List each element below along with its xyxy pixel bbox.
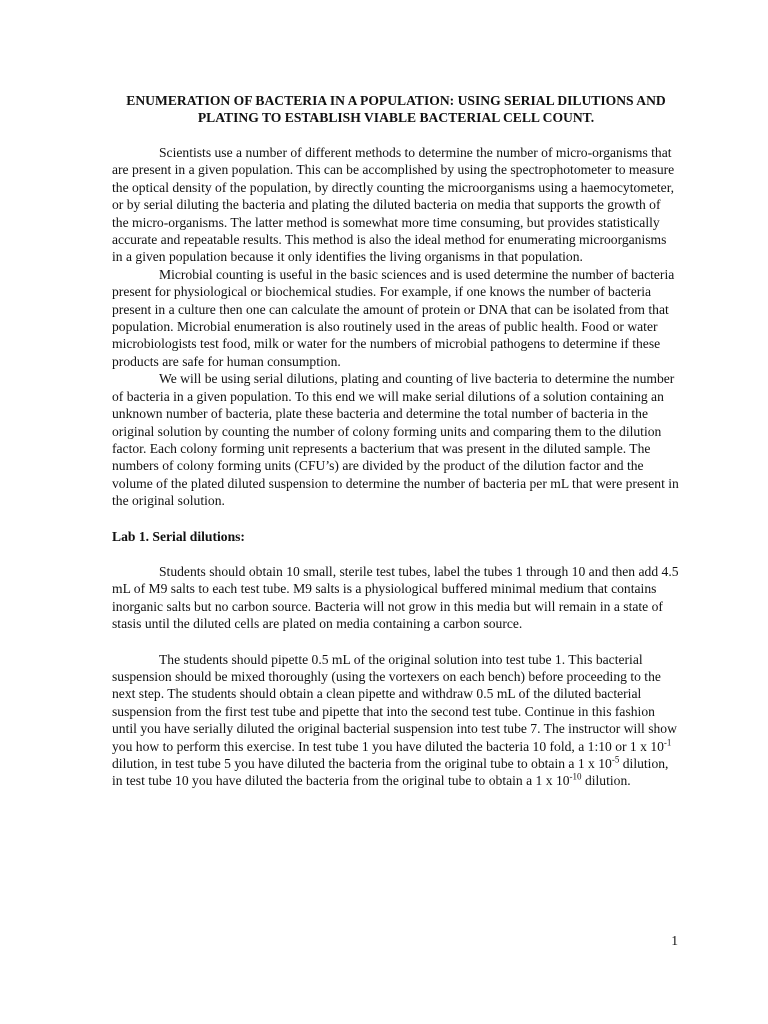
exponent-tube-10: -10	[569, 771, 582, 782]
spacer	[112, 545, 680, 563]
lab-paragraph-1: Students should obtain 10 small, sterile test tubes, label the tubes 1 through 10 and then add 4.5 mL of M9 salts to each test tube. M9 salts is a physiological buffered minimal medium that contains inorganic salts but no carbon source. Bacteria will not grow in this media but will remain in a state of stasis until the diluted cells are plated on media containing a carbon source.	[112, 563, 679, 632]
lab-paragraph-2-text-c: dilution, in test tube 10 you have diluted the bacteria from the original tube to obtain a 1 x 10	[112, 756, 669, 789]
spacer	[112, 126, 680, 144]
intro-paragraph-3: We will be using serial dilutions, plating and counting of live bacteria to determine the number of bacteria in a given population. To this end we will make serial dilutions of a solution containing an unknown number of bacteria, plate these bacteria and determine the total number of bacteria in the original solution by counting the number of colony forming units and comparing them to the dilution factor. Each colony forming unit represents a bacterium that was present in the diluted sample. The numbers of colony forming units (CFU’s) are divided by the product of the dilution factor and the volume of the plated diluted suspension to determine the number of bacteria per mL that were present in the original solution.	[112, 371, 679, 509]
lab-paragraph-2-text-b: dilution, in test tube 5 you have diluted the bacteria from the original tube to obtain a 1 x 10	[112, 756, 612, 771]
lab-paragraph-2	[112, 651, 680, 790]
lab-paragraph-2-text-d: dilution.	[581, 773, 631, 789]
document-title: ENUMERATION OF BACTERIA IN A POPULATION: USING SERIAL DILUTIONS AND PLATING TO ESTABLISH VIABLE BACTERIAL CELL COUNT.	[126, 93, 666, 125]
page-number: 1	[671, 933, 678, 948]
spacer	[112, 633, 680, 651]
exponent-tube-5: -5	[611, 754, 620, 765]
intro-paragraph-2: Microbial counting is useful in the basic sciences and is used determine the number of bacteria present for physiological or biochemical studies. For example, if one knows the number of bacteria present in a culture then one can calculate the amount of protein or DNA that can be isolated from that population. Microbial enumeration is also routinely used in the areas of public health. Food or water microbiologists test food, milk or water for the numbers of microbial pathogens to determine if these products are safe for human consumption.	[112, 266, 675, 369]
spacer	[112, 510, 680, 528]
section-heading-lab-1: Lab 1. Serial dilutions:	[112, 528, 245, 544]
exponent-tube-1: -1	[663, 737, 672, 748]
intro-paragraph-1: Scientists use a number of different methods to determine the number of micro-organisms that are present in a given population. This can be accomplished by using the spectrophotometer to measure the optical density of the population, by directly counting the microorganisms using a haemocytometer, or by serial diluting the bacteria and plating the diluted bacteria on media that supports the growth of the micro-organisms. The latter method is somewhat more time consuming, but provides statistically accurate and repeatable results. This method is also the ideal method for enumerating microorganisms in a given population because it only identifies the living organisms in that population.	[112, 145, 675, 265]
document-page	[112, 92, 680, 790]
lab-paragraph-2-text-a: The students should pipette 0.5 mL of the original solution into test tube 1. This bacterial suspension should be mixed thoroughly (using the vortexers on each bench) before proceeding to the next step. The students should obtain a clean pipette and withdraw 0.5 mL of the diluted bacterial suspension from the first test tube and pipette that into the second test tube. Continue in this fashion until you have serially diluted the original bacterial suspension into test tube 7. The instructor will show you how to perform this exercise. In test tube 1 you have diluted the bacteria 10 fold, a 1:10 or 1 x 10	[112, 651, 677, 754]
